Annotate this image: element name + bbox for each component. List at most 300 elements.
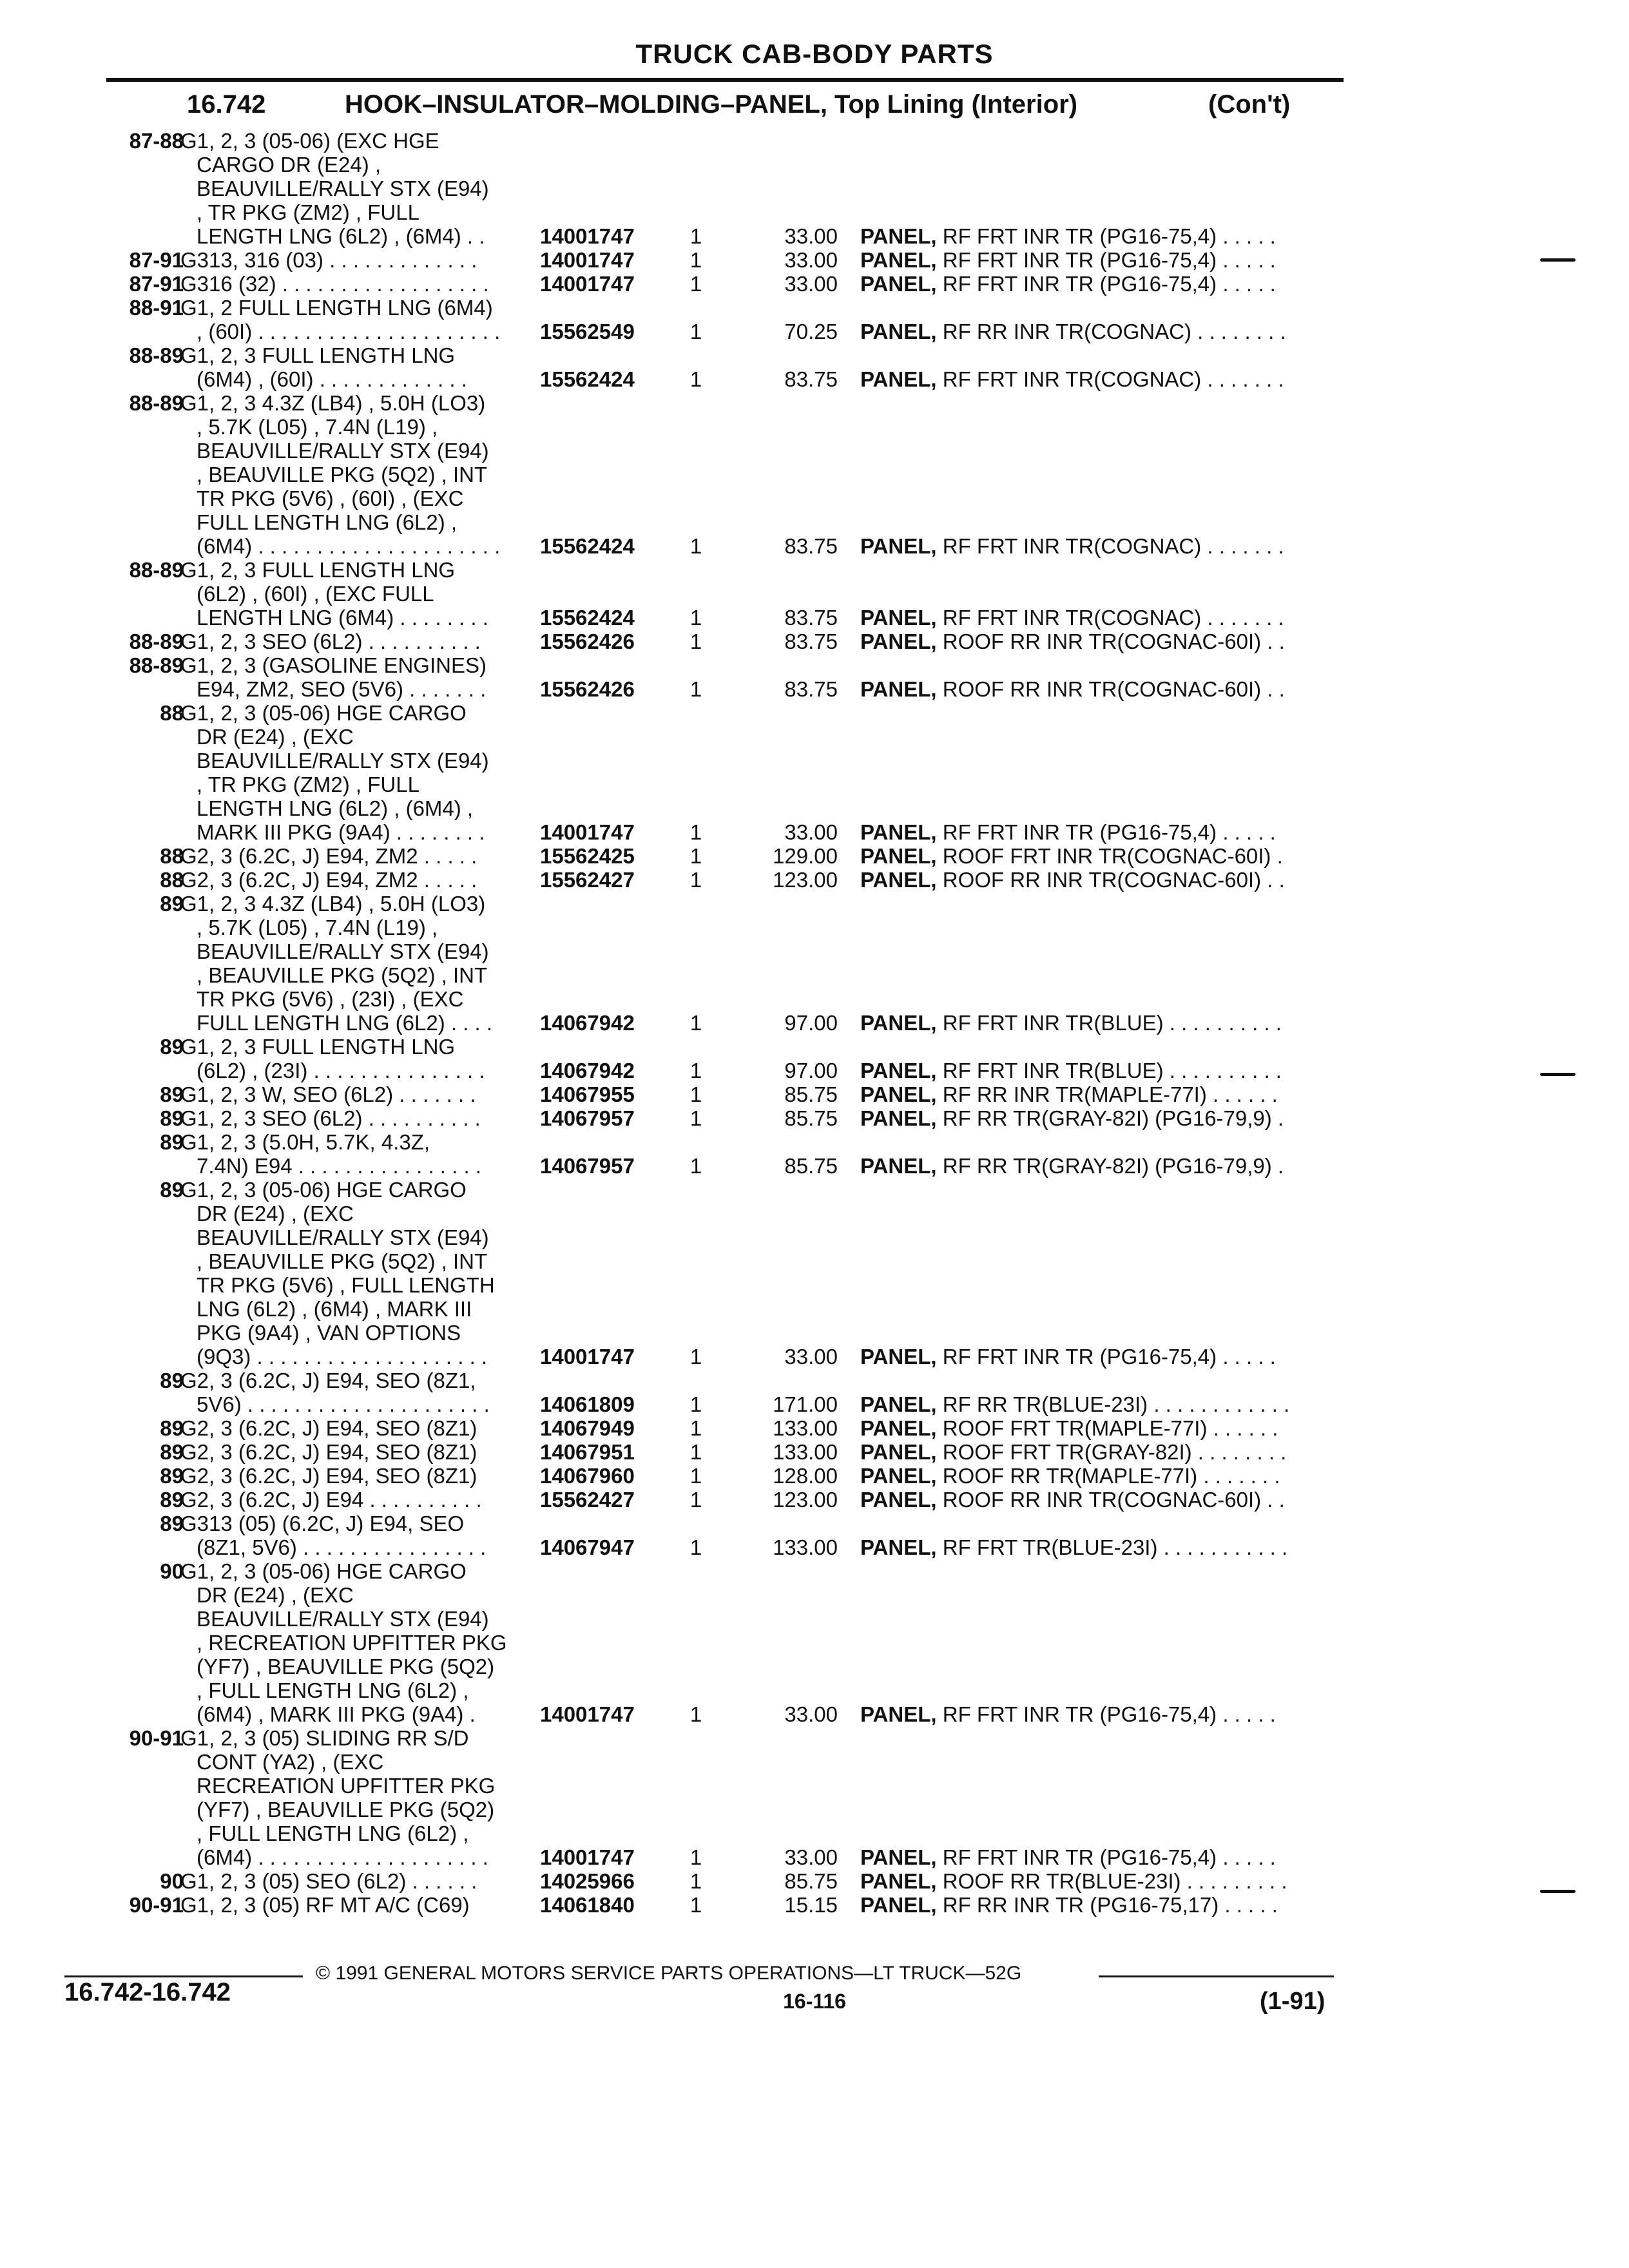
quantity: 1 — [689, 1440, 702, 1464]
part-description — [860, 1392, 1289, 1416]
section-title: HOOK–INSULATOR–MOLDING–PANEL, Top Lining (Interior) — [345, 90, 1078, 119]
part-detail: RF FRT INR TR (PG16-75,4) . . . . . — [936, 224, 1276, 248]
model-year: 88-89 — [129, 558, 184, 582]
part-number: 14001747 — [540, 1345, 635, 1369]
part-number: 14067942 — [540, 1059, 635, 1082]
model-year: 89 — [160, 1416, 184, 1440]
model-year: 89 — [160, 1512, 184, 1535]
table-row — [0, 1488, 1629, 1512]
parts-list — [0, 129, 1629, 1959]
model-year: 88 — [160, 868, 184, 892]
table-row — [0, 1559, 1629, 1726]
application-text: BEAUVILLE/RALLY STX (E94) — [197, 1607, 489, 1631]
table-row — [0, 296, 1629, 343]
application-text: BEAUVILLE/RALLY STX (E94) — [197, 939, 489, 963]
application-text: , BEAUVILLE PKG (5Q2) , INT — [197, 1249, 488, 1273]
part-description — [860, 320, 1286, 343]
part-number: 14061840 — [540, 1893, 635, 1917]
model-year: 87-88 — [129, 129, 184, 153]
footer-revision-code: (1-91) — [1260, 1988, 1325, 2015]
application-text: 5V6) . . . . . . . . . . . . . . . . . . . . . — [197, 1392, 490, 1416]
model-year: 88-89 — [129, 653, 184, 677]
part-description — [860, 224, 1276, 248]
price: 33.00 — [784, 1845, 838, 1869]
price: 128.00 — [773, 1464, 838, 1488]
part-type: PANEL, — [860, 1845, 937, 1869]
price: 171.00 — [773, 1392, 838, 1416]
part-description — [860, 1416, 1278, 1440]
quantity: 1 — [689, 820, 702, 844]
model-year: 90 — [160, 1869, 184, 1893]
table-row — [0, 1416, 1629, 1440]
model-year: 89 — [160, 1178, 184, 1202]
quantity: 1 — [689, 1702, 702, 1726]
model-year: 90-91 — [129, 1893, 184, 1917]
table-row — [0, 343, 1629, 391]
part-type: PANEL, — [860, 677, 937, 701]
application-text: G1, 2, 3 SEO (6L2) . . . . . . . . . . — [180, 629, 481, 653]
part-type: PANEL, — [860, 1488, 937, 1512]
application-text: G2, 3 (6.2C, J) E94, SEO (8Z1) — [180, 1464, 477, 1488]
table-row — [0, 248, 1629, 272]
application-text: TR PKG (5V6) , (23I) , (EXC — [197, 987, 464, 1011]
part-number: 14061809 — [540, 1392, 635, 1416]
part-number: 14001747 — [540, 820, 635, 844]
part-detail: ROOF RR INR TR(COGNAC-60I) . . — [936, 677, 1285, 701]
model-year: 88 — [160, 844, 184, 868]
margin-mark — [1540, 258, 1576, 262]
price: 83.75 — [784, 629, 838, 653]
model-year: 89 — [160, 1440, 184, 1464]
part-type: PANEL, — [860, 629, 937, 653]
part-detail: RF RR INR TR(MAPLE-77I) . . . . . . — [936, 1082, 1278, 1106]
model-year: 89 — [160, 1082, 184, 1106]
table-row — [0, 1178, 1629, 1369]
price: 133.00 — [773, 1535, 838, 1559]
part-detail: ROOF RR INR TR(COGNAC-60I) . . — [936, 868, 1285, 892]
model-year: 90 — [160, 1559, 184, 1583]
application-text: BEAUVILLE/RALLY STX (E94) — [197, 749, 489, 773]
table-row — [0, 1440, 1629, 1464]
part-type: PANEL, — [860, 1893, 937, 1917]
price: 33.00 — [784, 272, 838, 296]
application-text: G1, 2, 3 (GASOLINE ENGINES) — [180, 653, 487, 677]
part-detail: RF FRT INR TR(BLUE) . . . . . . . . . . — [936, 1011, 1282, 1035]
part-detail: RF FRT INR TR (PG16-75,4) . . . . . — [936, 272, 1276, 296]
part-description — [860, 1106, 1284, 1130]
part-description — [860, 1869, 1287, 1893]
price: 70.25 — [784, 320, 838, 343]
part-detail: ROOF RR INR TR(COGNAC-60I) . . — [936, 1488, 1285, 1512]
table-row — [0, 844, 1629, 868]
part-number: 14001747 — [540, 248, 635, 272]
part-type: PANEL, — [860, 606, 937, 629]
part-number: 14001747 — [540, 224, 635, 248]
part-type: PANEL, — [860, 1345, 937, 1369]
application-text: TR PKG (5V6) , (60I) , (EXC — [197, 486, 464, 510]
application-text: , BEAUVILLE PKG (5Q2) , INT — [197, 963, 488, 987]
model-year: 89 — [160, 1488, 184, 1512]
quantity: 1 — [689, 534, 702, 558]
part-number: 15562424 — [540, 606, 635, 629]
part-description — [860, 1535, 1287, 1559]
application-text: , RECREATION UPFITTER PKG — [197, 1631, 507, 1655]
application-text: , 5.7K (L05) , 7.4N (L19) , — [197, 415, 438, 439]
part-number: 14067951 — [540, 1440, 635, 1464]
application-text: , 5.7K (L05) , 7.4N (L19) , — [197, 916, 438, 939]
price: 33.00 — [784, 1702, 838, 1726]
quantity: 1 — [689, 1345, 702, 1369]
application-text: G1, 2, 3 FULL LENGTH LNG — [180, 558, 456, 582]
part-detail: RF RR TR(GRAY-82I) (PG16-79,9) . — [936, 1106, 1284, 1130]
quantity: 1 — [689, 629, 702, 653]
quantity: 1 — [689, 1416, 702, 1440]
part-description — [860, 868, 1285, 892]
quantity: 1 — [689, 1464, 702, 1488]
quantity: 1 — [689, 367, 702, 391]
table-row — [0, 1512, 1629, 1559]
margin-mark — [1540, 1073, 1576, 1076]
application-text: G1, 2, 3 W, SEO (6L2) . . . . . . . — [180, 1082, 476, 1106]
part-type: PANEL, — [860, 1702, 937, 1726]
application-text: G1, 2, 3 (05) SEO (6L2) . . . . . . — [180, 1869, 477, 1893]
application-text: G313, 316 (03) . . . . . . . . . . . . . — [180, 248, 477, 272]
quantity: 1 — [689, 1106, 702, 1130]
footer-copyright: © 1991 GENERAL MOTORS SERVICE PARTS OPERATIONS—LT TRUCK—52G — [316, 1963, 1022, 1984]
model-year: 89 — [160, 1106, 184, 1130]
price: 83.75 — [784, 606, 838, 629]
part-type: PANEL, — [860, 224, 937, 248]
price: 133.00 — [773, 1416, 838, 1440]
application-text: (6M4) , MARK III PKG (9A4) . — [197, 1702, 476, 1726]
part-detail: RF FRT INR TR(COGNAC) . . . . . . . — [936, 534, 1284, 558]
part-detail: RF RR INR TR (PG16-75,17) . . . . . — [936, 1893, 1278, 1917]
application-text: (6M4) , (60I) . . . . . . . . . . . . . — [197, 367, 467, 391]
model-year: 89 — [160, 1464, 184, 1488]
table-row — [0, 272, 1629, 296]
part-description — [860, 1702, 1276, 1726]
price: 97.00 — [784, 1011, 838, 1035]
price: 33.00 — [784, 248, 838, 272]
table-row — [0, 1893, 1629, 1917]
application-text: PKG (9A4) , VAN OPTIONS — [197, 1321, 461, 1345]
price: 129.00 — [773, 844, 838, 868]
application-text: BEAUVILLE/RALLY STX (E94) — [197, 177, 489, 200]
quantity: 1 — [689, 1869, 702, 1893]
application-text: G1, 2, 3 (05) RF MT A/C (C69) — [180, 1893, 470, 1917]
quantity: 1 — [689, 224, 702, 248]
price: 33.00 — [784, 224, 838, 248]
part-number: 14025966 — [540, 1869, 635, 1893]
application-text: DR (E24) , (EXC — [197, 1583, 354, 1607]
application-text: (6M4) . . . . . . . . . . . . . . . . . . . . — [197, 1845, 488, 1869]
part-type: PANEL, — [860, 320, 937, 343]
application-text: G1, 2 FULL LENGTH LNG (6M4) — [180, 296, 493, 320]
price: 123.00 — [773, 1488, 838, 1512]
part-number: 15562424 — [540, 534, 635, 558]
table-row — [0, 1130, 1629, 1178]
quantity: 1 — [689, 1488, 702, 1512]
price: 83.75 — [784, 534, 838, 558]
part-description — [860, 1011, 1282, 1035]
model-year: 89 — [160, 892, 184, 916]
application-text: G2, 3 (6.2C, J) E94, SEO (8Z1) — [180, 1416, 477, 1440]
model-year: 90-91 — [129, 1726, 184, 1750]
application-text: G1, 2, 3 FULL LENGTH LNG — [180, 343, 456, 367]
table-row — [0, 1106, 1629, 1130]
part-detail: RF FRT INR TR (PG16-75,4) . . . . . — [936, 820, 1276, 844]
quantity: 1 — [689, 868, 702, 892]
part-type: PANEL, — [860, 272, 937, 296]
price: 85.75 — [784, 1106, 838, 1130]
application-text: G2, 3 (6.2C, J) E94, ZM2 . . . . . — [180, 844, 477, 868]
part-number: 15562427 — [540, 868, 635, 892]
part-description — [860, 534, 1284, 558]
table-row — [0, 391, 1629, 558]
application-text: E94, ZM2, SEO (5V6) . . . . . . . — [197, 677, 487, 701]
part-number: 15562425 — [540, 844, 635, 868]
table-row — [0, 629, 1629, 653]
application-text: G313 (05) (6.2C, J) E94, SEO — [180, 1512, 465, 1535]
part-description — [860, 820, 1276, 844]
quantity: 1 — [689, 1392, 702, 1416]
quantity: 1 — [689, 320, 702, 343]
model-year: 87-91 — [129, 248, 184, 272]
model-year: 89 — [160, 1035, 184, 1059]
part-type: PANEL, — [860, 1392, 937, 1416]
part-type: PANEL, — [860, 1082, 937, 1106]
part-number: 14001747 — [540, 1702, 635, 1726]
quantity: 1 — [689, 248, 702, 272]
price: 123.00 — [773, 868, 838, 892]
table-row — [0, 1726, 1629, 1869]
application-text: G1, 2, 3 (05-06) HGE CARGO — [180, 1559, 467, 1583]
application-text: , FULL LENGTH LNG (6L2) , — [197, 1678, 469, 1702]
part-type: PANEL, — [860, 820, 937, 844]
table-row — [0, 1082, 1629, 1106]
price: 33.00 — [784, 820, 838, 844]
application-text: G316 (32) . . . . . . . . . . . . . . . . . . — [180, 272, 489, 296]
price: 33.00 — [784, 1345, 838, 1369]
model-year: 88-91 — [129, 296, 184, 320]
quantity: 1 — [689, 272, 702, 296]
part-number: 14067955 — [540, 1082, 635, 1106]
application-text: (8Z1, 5V6) . . . . . . . . . . . . . . . . — [197, 1535, 487, 1559]
part-number: 14001747 — [540, 272, 635, 296]
application-text: , FULL LENGTH LNG (6L2) , — [197, 1821, 469, 1845]
part-detail: ROOF FRT TR(MAPLE-77I) . . . . . . — [936, 1416, 1278, 1440]
part-type: PANEL, — [860, 844, 937, 868]
part-detail: RF FRT INR TR(BLUE) . . . . . . . . . . — [936, 1059, 1282, 1082]
table-row — [0, 653, 1629, 701]
quantity: 1 — [689, 606, 702, 629]
part-detail: ROOF FRT TR(GRAY-82I) . . . . . . . . — [936, 1440, 1287, 1464]
application-text: G2, 3 (6.2C, J) E94, ZM2 . . . . . — [180, 868, 477, 892]
table-row — [0, 1369, 1629, 1416]
part-detail: RF FRT INR TR(COGNAC) . . . . . . . — [936, 367, 1284, 391]
application-text: FULL LENGTH LNG (6L2) , — [197, 510, 458, 534]
application-text: DR (E24) , (EXC — [197, 725, 354, 749]
part-number: 14067942 — [540, 1011, 635, 1035]
part-type: PANEL, — [860, 367, 937, 391]
application-text: 7.4N) E94 . . . . . . . . . . . . . . . . — [197, 1154, 481, 1178]
application-text: G1, 2, 3 (05-06) (EXC HGE — [180, 129, 439, 153]
application-text: CONT (YA2) , (EXC — [197, 1750, 384, 1774]
application-text: BEAUVILLE/RALLY STX (E94) — [197, 439, 489, 463]
application-text: BEAUVILLE/RALLY STX (E94) — [197, 1225, 489, 1249]
application-text: G1, 2, 3 (5.0H, 5.7K, 4.3Z, — [180, 1130, 430, 1154]
application-text: G2, 3 (6.2C, J) E94, SEO (8Z1, — [180, 1369, 476, 1392]
model-year: 88-89 — [129, 391, 184, 415]
part-detail: RF FRT INR TR (PG16-75,4) . . . . . — [936, 1845, 1276, 1869]
table-row — [0, 129, 1629, 248]
part-detail: ROOF RR TR(MAPLE-77I) . . . . . . . — [936, 1464, 1280, 1488]
model-year: 88-89 — [129, 343, 184, 367]
model-year: 88 — [160, 701, 184, 725]
part-number: 14067949 — [540, 1416, 635, 1440]
table-row — [0, 1035, 1629, 1082]
application-text: G1, 2, 3 (05-06) HGE CARGO — [180, 701, 467, 725]
margin-mark — [1540, 1890, 1576, 1893]
application-text: RECREATION UPFITTER PKG — [197, 1774, 496, 1798]
part-detail: RF FRT INR TR (PG16-75,4) . . . . . — [936, 248, 1276, 272]
part-description — [860, 629, 1285, 653]
application-text: , TR PKG (ZM2) , FULL — [197, 200, 419, 224]
footer-page-number: 16-116 — [783, 1990, 846, 2013]
quantity: 1 — [689, 677, 702, 701]
price: 83.75 — [784, 677, 838, 701]
part-detail: ROOF RR TR(BLUE-23I) . . . . . . . . . — [936, 1869, 1287, 1893]
part-detail: RF RR TR(BLUE-23I) . . . . . . . . . . . . — [936, 1392, 1290, 1416]
part-description — [860, 1440, 1286, 1464]
part-type: PANEL, — [860, 1106, 937, 1130]
part-number: 15562549 — [540, 320, 635, 343]
price: 85.75 — [784, 1154, 838, 1178]
application-text: DR (E24) , (EXC — [197, 1202, 354, 1225]
application-text: , (60I) . . . . . . . . . . . . . . . . . . . . . — [197, 320, 501, 343]
section-number: 16.742 — [187, 90, 266, 119]
part-type: PANEL, — [860, 868, 937, 892]
part-number: 14067960 — [540, 1464, 635, 1488]
application-text: MARK III PKG (9A4) . . . . . . . . — [197, 820, 485, 844]
application-text: LENGTH LNG (6M4) . . . . . . . . — [197, 606, 488, 629]
part-type: PANEL, — [860, 248, 937, 272]
application-text: (6L2) , (23I) . . . . . . . . . . . . . . . — [197, 1059, 485, 1082]
model-year: 88-89 — [129, 629, 184, 653]
price: 133.00 — [773, 1440, 838, 1464]
quantity: 1 — [689, 1082, 702, 1106]
application-text: CARGO DR (E24) , — [197, 153, 381, 177]
part-number: 14067957 — [540, 1154, 635, 1178]
section-continued: (Con't) — [1208, 90, 1291, 119]
part-description — [860, 272, 1276, 296]
model-year: 89 — [160, 1369, 184, 1392]
part-type: PANEL, — [860, 534, 937, 558]
part-detail: ROOF RR INR TR(COGNAC-60I) . . — [936, 629, 1285, 653]
part-number: 15562426 — [540, 677, 635, 701]
part-detail: RF RR TR(GRAY-82I) (PG16-79,9) . — [936, 1154, 1284, 1178]
application-text: (9Q3) . . . . . . . . . . . . . . . . . . . . — [197, 1345, 488, 1369]
part-number: 14001747 — [540, 1845, 635, 1869]
part-description — [860, 1488, 1285, 1512]
part-description — [860, 367, 1284, 391]
price: 85.75 — [784, 1082, 838, 1106]
application-text: LENGTH LNG (6L2) , (6M4) , — [197, 796, 474, 820]
quantity: 1 — [689, 1845, 702, 1869]
application-text: (YF7) , BEAUVILLE PKG (5Q2) — [197, 1798, 495, 1821]
part-description — [860, 1845, 1276, 1869]
price: 15.15 — [784, 1893, 838, 1917]
part-description — [860, 844, 1283, 868]
part-description — [860, 1893, 1278, 1917]
application-text: (6M4) . . . . . . . . . . . . . . . . . . . . . — [197, 534, 501, 558]
footer-section-range: 16.742-16.742 — [64, 1978, 231, 2006]
application-text: G1, 2, 3 FULL LENGTH LNG — [180, 1035, 456, 1059]
quantity: 1 — [689, 1154, 702, 1178]
part-description — [860, 1464, 1280, 1488]
application-text: G1, 2, 3 4.3Z (LB4) , 5.0H (LO3) — [180, 892, 486, 916]
application-text: , BEAUVILLE PKG (5Q2) , INT — [197, 463, 488, 486]
application-text: , TR PKG (ZM2) , FULL — [197, 773, 419, 796]
application-text: G2, 3 (6.2C, J) E94, SEO (8Z1) — [180, 1440, 477, 1464]
page-title: TRUCK CAB-BODY PARTS — [635, 39, 994, 69]
price: 85.75 — [784, 1869, 838, 1893]
application-text: G1, 2, 3 (05-06) HGE CARGO — [180, 1178, 467, 1202]
part-type: PANEL, — [860, 1059, 937, 1082]
quantity: 1 — [689, 1893, 702, 1917]
part-number: 15562426 — [540, 629, 635, 653]
part-description — [860, 1082, 1278, 1106]
part-type: PANEL, — [860, 1535, 937, 1559]
part-detail: RF FRT INR TR(COGNAC) . . . . . . . — [936, 606, 1284, 629]
model-year: 87-91 — [129, 272, 184, 296]
table-row — [0, 892, 1629, 1035]
application-text: TR PKG (5V6) , FULL LENGTH — [197, 1273, 495, 1297]
part-detail: RF FRT INR TR (PG16-75,4) . . . . . — [936, 1702, 1276, 1726]
part-number: 15562424 — [540, 367, 635, 391]
footer-rule-left — [64, 1975, 303, 1977]
part-type: PANEL, — [860, 1440, 937, 1464]
quantity: 1 — [689, 1059, 702, 1082]
header-rule — [106, 78, 1344, 82]
quantity: 1 — [689, 844, 702, 868]
part-description — [860, 1345, 1276, 1369]
part-number: 14067947 — [540, 1535, 635, 1559]
table-row — [0, 1869, 1629, 1893]
table-row — [0, 1464, 1629, 1488]
part-type: PANEL, — [860, 1464, 937, 1488]
application-text: (YF7) , BEAUVILLE PKG (5Q2) — [197, 1655, 495, 1678]
application-text: FULL LENGTH LNG (6L2) . . . . — [197, 1011, 493, 1035]
application-text: (6L2) , (60I) , (EXC FULL — [197, 582, 434, 606]
application-text: G1, 2, 3 4.3Z (LB4) , 5.0H (LO3) — [180, 391, 486, 415]
application-text: G1, 2, 3 SEO (6L2) . . . . . . . . . . — [180, 1106, 481, 1130]
part-detail: RF RR INR TR(COGNAC) . . . . . . . . — [936, 320, 1286, 343]
part-type: PANEL, — [860, 1011, 937, 1035]
part-detail: ROOF FRT INR TR(COGNAC-60I) . — [936, 844, 1283, 868]
part-description — [860, 677, 1285, 701]
quantity: 1 — [689, 1011, 702, 1035]
table-row — [0, 701, 1629, 844]
table-row — [0, 868, 1629, 892]
quantity: 1 — [689, 1535, 702, 1559]
part-description — [860, 606, 1284, 629]
part-type: PANEL, — [860, 1416, 937, 1440]
part-number: 15562427 — [540, 1488, 635, 1512]
application-text: LNG (6L2) , (6M4) , MARK III — [197, 1297, 472, 1321]
part-number: 14067957 — [540, 1106, 635, 1130]
part-description — [860, 1059, 1282, 1082]
